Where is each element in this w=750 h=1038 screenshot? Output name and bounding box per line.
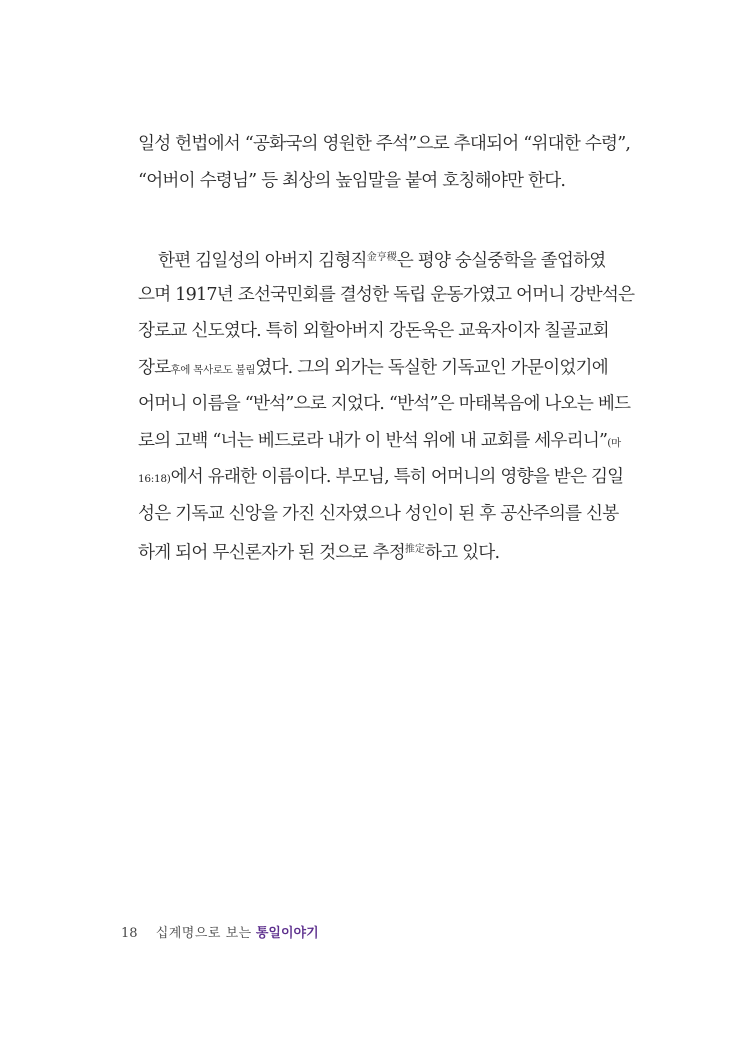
text-segment: 였다. 그의 외가는 독실한 기독교인 가문이었기에 — [255, 357, 608, 378]
text-segment: 에서 유래한 이름이다. 부모님, 특히 어머니의 영향을 받은 김일 — [170, 467, 624, 487]
text-segment: 하고 있다. — [424, 543, 500, 563]
text-segment: 장로 — [138, 357, 171, 378]
text-line — [138, 350, 608, 387]
text-line: 성은 기독교 신앙을 가진 신자였으나 성인이 된 후 공산주의를 신봉 — [138, 503, 619, 524]
text-segment: 하게 되어 무신론자가 된 것으로 추정 — [138, 543, 405, 563]
text-line — [138, 459, 624, 496]
text-line: “어버이 수령님” 등 최상의 높임말을 붙여 호칭해야만 한다. — [138, 170, 566, 191]
paragraph-1 — [138, 126, 631, 199]
text-segment: 로의 고백 “너는 베드로라 내가 이 반석 위에 내 교회를 세우리니” — [138, 430, 608, 451]
hanja-annotation: 金亨稷 — [366, 252, 397, 263]
text-line: 으며 1917년 조선국민회를 결성한 독립 운동가였고 어머니 강반석은 — [138, 284, 635, 305]
text-line: 일성 헌법에서 “공화국의 영원한 주석”으로 추대되어 “위대한 수령”, — [138, 134, 631, 154]
book-subtitle: 십계명으로 보는 — [155, 926, 252, 941]
text-line — [138, 532, 598, 569]
page-number: 18 — [121, 926, 138, 941]
bible-reference: 16:18) — [138, 473, 171, 485]
book-title: 통일이야기 — [255, 926, 319, 941]
text-line — [138, 423, 621, 460]
inline-note: 후에 목사로도 불림 — [170, 363, 256, 376]
paragraph-2 — [138, 240, 635, 569]
hanja-annotation: 推定 — [404, 544, 425, 555]
text-line: 장로교 신도였다. 특히 외할아버지 강돈욱은 교육자이자 칠골교회 — [138, 321, 609, 341]
page-footer — [121, 922, 319, 941]
text-segment: 한편 김일성의 아버지 김형직 — [158, 251, 367, 271]
text-segment: 은 평양 숭실중학을 졸업하였 — [396, 251, 606, 271]
text-line: 어머니 이름을 “반석”으로 지었다. “반석”은 마태복음에 나오는 베드 — [138, 394, 631, 414]
bible-reference: (마 — [607, 436, 621, 449]
text-line — [138, 240, 606, 277]
